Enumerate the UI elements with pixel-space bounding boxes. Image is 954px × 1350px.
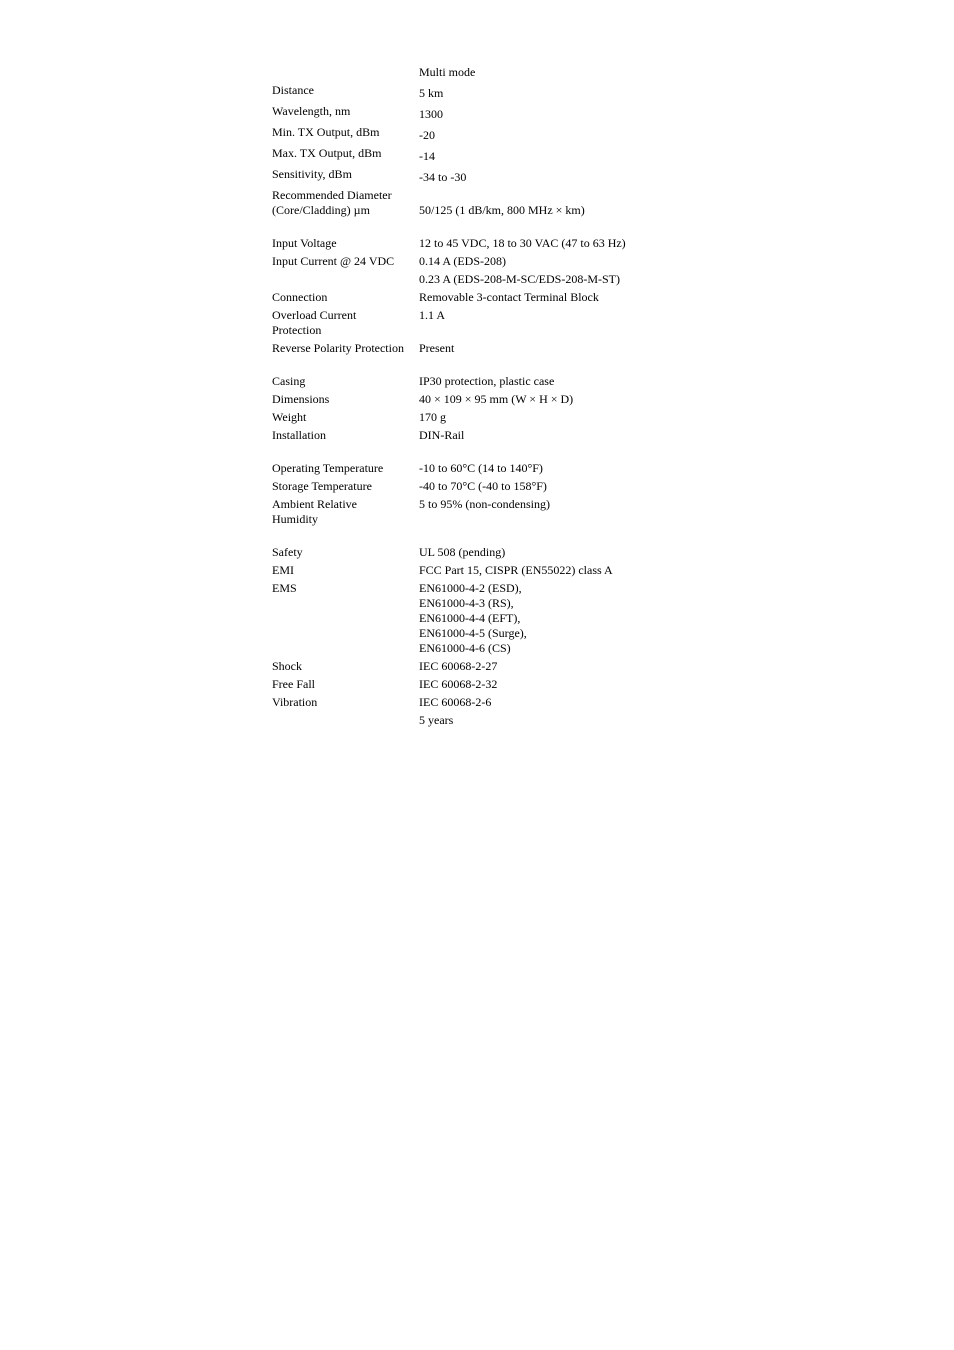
spec-label: Sensitivity, dBm [272, 167, 352, 181]
spec-label: Operating Temperature [272, 461, 384, 475]
spec-row [272, 545, 692, 560]
spec-label: Free Fall [272, 677, 315, 691]
spec-row [272, 677, 692, 692]
spec-label: EMI [272, 563, 294, 577]
spec-value: EN61000-4-2 (ESD), EN61000-4-3 (RS), EN61000-4-4 (EFT), EN61000-4-5 (Surge), EN61000-4-6 (CS) [419, 581, 527, 655]
spec-value: 5 years [419, 713, 454, 727]
spec-value: -34 to -30 [419, 170, 467, 184]
spec-label: Installation [272, 428, 326, 442]
spec-row [272, 410, 692, 425]
spec-value: IEC 60068-2-6 [419, 695, 492, 709]
spec-row [272, 461, 692, 476]
spec-row [272, 125, 692, 143]
spec-label: Dimensions [272, 392, 330, 406]
spec-value: IEC 60068-2-32 [419, 677, 498, 691]
spec-value: 5 to 95% (non-condensing) [419, 497, 550, 511]
spec-row [272, 188, 692, 218]
spec-row [272, 497, 692, 527]
spec-row [272, 104, 692, 122]
spec-label: Recommended Diameter (Core/Cladding) µm [272, 188, 392, 217]
spec-group-environmental [272, 461, 692, 527]
spec-label: Wavelength, nm [272, 104, 351, 118]
spec-label: Casing [272, 374, 306, 388]
spec-row [272, 167, 692, 185]
spec-row [272, 563, 692, 578]
spec-value: 40 × 109 × 95 mm (W × H × D) [419, 392, 574, 406]
spec-label: Safety [272, 545, 303, 559]
spec-label: Vibration [272, 695, 318, 709]
spec-value: -10 to 60°C (14 to 140°F) [419, 461, 543, 475]
spec-label: Input Current @ 24 VDC [272, 254, 395, 268]
spec-row [272, 146, 692, 164]
spec-value: Multi mode [419, 65, 476, 79]
spec-value: -14 [419, 149, 435, 163]
spec-label: Storage Temperature [272, 479, 372, 493]
spec-row [272, 65, 692, 80]
spec-value: -20 [419, 128, 435, 142]
spec-row [272, 479, 692, 494]
spec-value: 0.23 A (EDS-208-M-SC/EDS-208-M-ST) [419, 272, 621, 286]
spec-row [272, 254, 692, 269]
spec-value: Removable 3-contact Terminal Block [419, 290, 599, 304]
spec-value: 1300 [419, 107, 443, 121]
spec-value: -40 to 70°C (-40 to 158°F) [419, 479, 547, 493]
spec-group-regulatory [272, 545, 692, 728]
specification-sheet [272, 65, 692, 731]
spec-label: Shock [272, 659, 302, 673]
spec-label: Overload Current Protection [272, 308, 357, 337]
spec-label: Distance [272, 83, 314, 97]
spec-row [272, 83, 692, 101]
spec-row [272, 374, 692, 389]
spec-label: Weight [272, 410, 307, 424]
spec-value: 50/125 (1 dB/km, 800 MHz × km) [419, 203, 585, 217]
spec-row [272, 581, 692, 656]
spec-label: Reverse Polarity Protection [272, 341, 404, 355]
spec-row [272, 695, 692, 710]
spec-group-physical [272, 374, 692, 443]
spec-value: FCC Part 15, CISPR (EN55022) class A [419, 563, 613, 577]
spec-row [272, 392, 692, 407]
spec-value: UL 508 (pending) [419, 545, 506, 559]
spec-row [272, 308, 692, 338]
spec-value: Present [419, 341, 455, 355]
spec-value: 1.1 A [419, 308, 446, 322]
spec-group-power [272, 236, 692, 356]
spec-value: DIN-Rail [419, 428, 465, 442]
spec-row [272, 341, 692, 356]
spec-label: Min. TX Output, dBm [272, 125, 380, 139]
spec-group-optical-fiber [272, 65, 692, 218]
spec-value: 170 g [419, 410, 446, 424]
spec-row [272, 713, 692, 728]
spec-value: 5 km [419, 86, 444, 100]
spec-label: Ambient Relative Humidity [272, 497, 357, 526]
spec-value: 0.14 A (EDS-208) [419, 254, 506, 268]
spec-row [272, 659, 692, 674]
spec-row [272, 290, 692, 305]
spec-label: EMS [272, 581, 297, 595]
spec-value: IP30 protection, plastic case [419, 374, 555, 388]
spec-row [272, 272, 692, 287]
spec-label: Connection [272, 290, 328, 304]
spec-row [272, 236, 692, 251]
spec-row [272, 428, 692, 443]
spec-label: Input Voltage [272, 236, 337, 250]
spec-value: 12 to 45 VDC, 18 to 30 VAC (47 to 63 Hz) [419, 236, 626, 250]
spec-label: Max. TX Output, dBm [272, 146, 382, 160]
spec-value: IEC 60068-2-27 [419, 659, 498, 673]
